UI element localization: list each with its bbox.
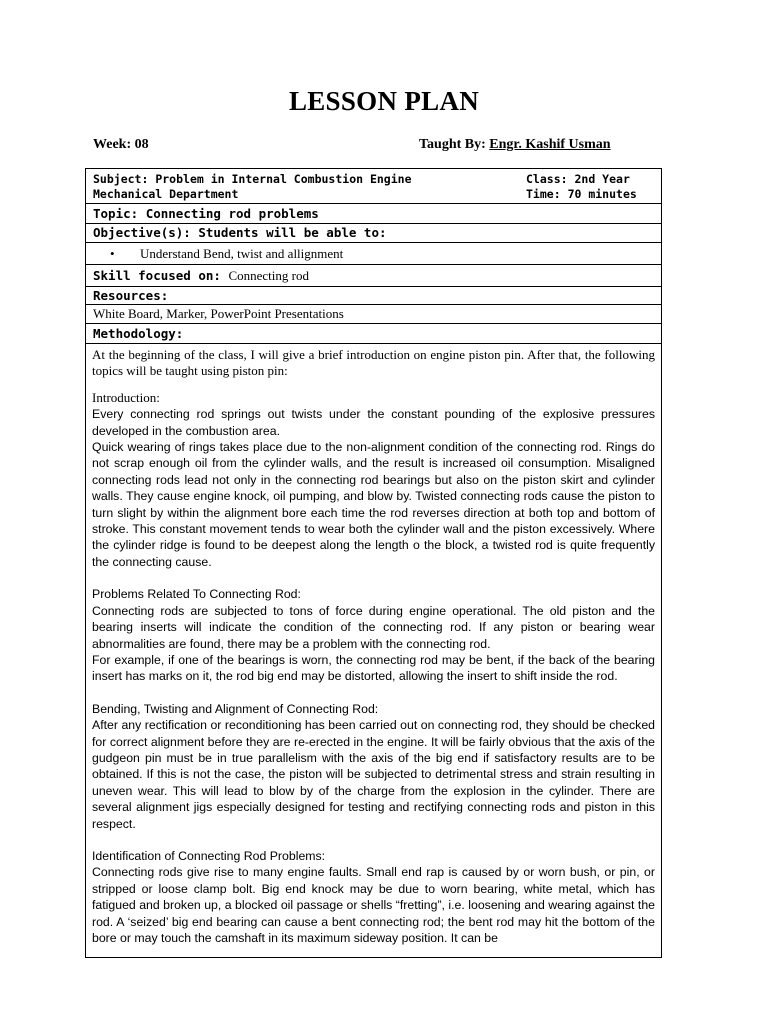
header-row (86, 169, 661, 204)
methodology-body (86, 344, 661, 946)
bullet-icon: • (110, 246, 115, 261)
objective-text: Understand Bend, twist and allignment (140, 246, 344, 261)
week-value: 08 (134, 137, 149, 152)
class-line (526, 172, 637, 187)
resources-value-row (86, 305, 661, 324)
section-paragraph: For example, if one of the bearings is worn, the connecting rod may be bent, if the back of the bearing insert has marks on it, the rod big end may be distorted, allowing the insert to shift inside the rod. (92, 652, 655, 684)
subject-value: Problem in Internal Combustion Engine (155, 172, 412, 186)
section-paragraph: Connecting rods are subjected to tons of force during engine operational. The old piston and the bearing inserts will indicate the condition of the connecting rod. If any piston or bearing wear abnormalities are found, there may be a problem with the connecting rod. (92, 603, 655, 651)
skill-row (86, 265, 661, 287)
section-paragraph: Quick wearing of rings takes place due to the non-alignment condition of the connecting rod. Rings do not scrap enough oil from the cylinder walls, and the result is increased oil consumption. Misaligned connecting rods lead not only in the connecting rod bearings but also on the piston skirt and cylinder walls. They cause engine knock, oil pumping, and blow by. Twisted connecting rods cause the piston to turn slight by within the alignment bore each time the rod reverses direction at both top and bottom of stroke. This constant movement tends to wear both the cylinder wall and the piston excessively. Where the cylinder ridge is found to be deepest along the length o the block, a twisted rod is quite frequently the connecting cause. (92, 440, 655, 569)
section-paragraph: After any rectification or reconditioning has been carried out on connecting rod, they should be checked for correct alignment before they are re-erected in the engine. It will be fairly obvious that the axis of the gudgeon pin must be in true parallelism with the axis of the big end if satisfactory results are to be obtained. If this is not the case, the piston will be subjected to detrimental stress and strain resulting in uneven wear. This will lead to blow by of the charge from the explosion in the cylinder. There are several alignment jigs especially designed for testing and rectifying connecting rods and piston in this respect. (92, 718, 655, 831)
topic-label: Topic: (93, 206, 139, 221)
section-heading: Identification of Connecting Rod Problems: (92, 848, 326, 863)
lesson-plan-table (85, 168, 662, 958)
skill-value: Connecting rod (228, 268, 309, 283)
time-value: 70 minutes (567, 187, 637, 201)
taught-by-info (419, 137, 611, 153)
week-label: Week: (93, 137, 132, 152)
section-paragraph: Every connecting rod springs out twists under the constant pounding of the explosive pressures developed in the combustion area. (92, 407, 655, 438)
taught-by-label: Taught By: (419, 137, 486, 152)
methodology-label: Methodology: (93, 326, 184, 341)
class-value: 2nd Year (574, 172, 630, 186)
week-info (93, 137, 149, 153)
section-heading: Bending, Twisting and Alignment of Connecting Rod: (92, 701, 379, 716)
skill-label: Skill focused on: (93, 268, 221, 283)
methodology-intro: At the beginning of the class, I will give a brief introduction on engine piston pin. After that, the following topics will be taught using piston pin: (92, 347, 655, 379)
time-line (526, 187, 637, 202)
resources-value: White Board, Marker, PowerPoint Presentations (93, 306, 344, 321)
objectives-row (86, 224, 661, 243)
section-paragraph: Connecting rods give rise to many engine faults. Small end rap is caused by or worn bush, or pin, or stripped or loose clamp bolt. Big end knock may be due to worn bearing, white metal, which has fatigued and broken up, a blocked oil passage or shells “fretting”, i.e. loosening and wearing against the rod. A ‘seized’ big end bearing can cause a bent connecting rod; the bent rod may hit the bottom of the bore or may touch the camshaft in its maximum sideway position. It can be (92, 865, 655, 945)
section-heading: Introduction: (92, 389, 160, 405)
objectives-label: Objective(s): Students will be able to: (93, 225, 387, 240)
page-title: LESSON PLAN (288, 86, 480, 116)
class-time-block (526, 172, 637, 202)
taught-by-name: Engr. Kashif Usman (489, 137, 611, 152)
objective-item (86, 243, 661, 265)
section-heading: Problems Related To Connecting Rod: (92, 587, 301, 602)
subject-label: Subject: (93, 172, 149, 186)
time-label: Time: (526, 187, 561, 201)
topic-row (86, 204, 661, 224)
topic-value: Connecting rod problems (145, 206, 319, 221)
department: Mechanical Department (93, 187, 239, 201)
resources-row (86, 287, 661, 305)
class-label: Class: (526, 172, 568, 186)
methodology-row (86, 324, 661, 344)
resources-label: Resources: (93, 288, 169, 303)
